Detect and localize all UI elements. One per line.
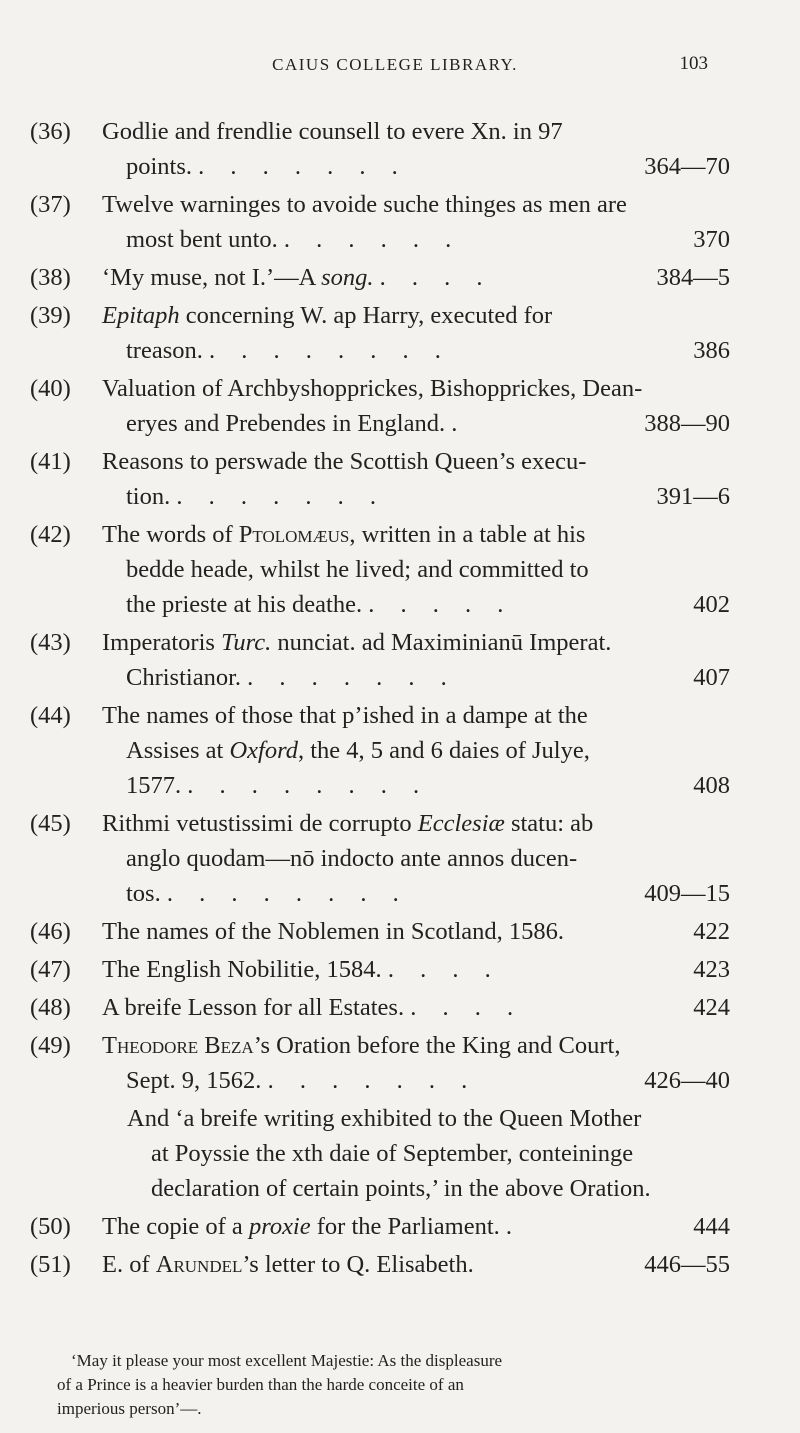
leader-dots: . . . . (379, 264, 493, 291)
catalogue-entry (0, 1247, 800, 1282)
leader-dots: . . . . . (368, 591, 514, 618)
entry-reference: 402 (693, 591, 730, 618)
catalogue-entry (0, 298, 800, 368)
entry-title: The names of those that p’ished in a dampe at the (102, 702, 588, 729)
entry-title: ’s letter to Q. Elisabeth. (242, 1251, 474, 1278)
entry-number: (47) (30, 956, 71, 983)
entry-title-cont: Sept. 9, 1562. (126, 1067, 262, 1094)
catalogue-entry (0, 625, 800, 695)
entry-title-cont: most bent unto. (126, 226, 278, 253)
entry-title: ’s Oration before the King and Court, (253, 1032, 621, 1059)
entry-reference: 364—70 (644, 153, 730, 180)
entry-title: Reasons to perswade the Scottish Queen’s execu- (102, 448, 587, 475)
entry-title-cont: Christianor. (126, 664, 242, 691)
catalogue-entries (0, 114, 800, 1285)
entry-reference: 422 (693, 918, 730, 945)
leader-dots: . . . . (410, 994, 524, 1021)
entry-reference: 384—5 (656, 264, 730, 291)
entry-title-italic: proxie (248, 1213, 311, 1240)
entry-number: (49) (30, 1032, 71, 1059)
catalogue-entry (0, 914, 800, 949)
entry-reference: 370 (693, 226, 730, 253)
catalogue-entry-note (0, 1101, 800, 1206)
entry-number: (48) (30, 994, 71, 1021)
entry-title-cont: tos. (126, 880, 161, 907)
catalogue-entry (0, 114, 800, 184)
entry-number: (43) (30, 629, 71, 656)
entry-number: (45) (30, 810, 71, 837)
entry-reference: 409—15 (644, 880, 730, 907)
leader-dots: . . . . . . . . (209, 337, 451, 364)
entry-number: (36) (30, 118, 71, 145)
entry-title: The copie of a (102, 1213, 249, 1240)
entry-reference: 391—6 (656, 483, 730, 510)
catalogue-entry (0, 260, 800, 295)
catalogue-entry (0, 952, 800, 987)
catalogue-entry (0, 1028, 800, 1098)
leader-dots: . . . . . . . . (166, 880, 409, 907)
footnote (57, 1349, 747, 1421)
catalogue-entry (0, 806, 800, 911)
entry-title-italic: song. (321, 264, 374, 291)
entry-title-cont: bedde heade, whilst he lived; and committed to (126, 556, 589, 583)
entry-title: for the Parliament. (310, 1213, 500, 1240)
entry-title: The names of the Noblemen in Scotland, 1586. (102, 918, 564, 945)
entry-title-italic: Ecclesiæ (417, 810, 505, 837)
entry-title-cont: Assises at (126, 737, 230, 764)
leader-dots: . . . . . . . . (187, 772, 430, 799)
leader-dots: . . . . (387, 956, 501, 983)
entry-title: Imperatoris (102, 629, 222, 656)
entry-reference: 424 (693, 994, 730, 1021)
footnote-line: of a Prince is a heavier burden than the harde conceite of an (57, 1375, 464, 1394)
entry-reference: 444 (693, 1213, 730, 1240)
entry-title-smallcaps: Theodore Beza (102, 1032, 254, 1059)
entry-number: (39) (30, 302, 71, 329)
footnote-line: imperious person’—. (57, 1399, 202, 1418)
page-number: 103 (679, 53, 708, 74)
catalogue-entry (0, 1209, 800, 1244)
entry-title: , written in a table at his (349, 521, 586, 548)
catalogue-entry (0, 371, 800, 441)
catalogue-entry (0, 187, 800, 257)
entry-title-italic: Oxford (229, 737, 298, 764)
leader-dots: . . . . . . . (198, 153, 408, 180)
entry-title: The English Nobilitie, 1584. (102, 956, 382, 983)
entry-title: A breife Lesson for all Estates. (102, 994, 405, 1021)
entry-number: (51) (30, 1251, 71, 1278)
entry-title: And ‘a breife writing exhibited to the Queen Mother (127, 1105, 642, 1132)
catalogue-entry (0, 517, 800, 622)
entry-reference: 407 (693, 664, 730, 691)
catalogue-entry (0, 698, 800, 803)
leader-dots: . . . . . . . (267, 1067, 478, 1094)
leader-dots: . . . . . . . (176, 483, 386, 510)
entry-title-cont: 1577. (126, 772, 182, 799)
entry-title-cont: at Poyssie the xth daie of September, conteininge (151, 1140, 634, 1167)
entry-title: Twelve warninges to avoide suche thinges as men are (102, 191, 627, 218)
entry-title: concerning W. ap Harry, executed for (179, 302, 553, 329)
entry-title-smallcaps: Arundel (155, 1251, 243, 1278)
catalogue-entry (0, 990, 800, 1025)
entry-title-cont: treason. (126, 337, 203, 364)
entry-number: (40) (30, 375, 71, 402)
entry-title-cont: , the 4, 5 and 6 daies of Julye, (297, 737, 590, 764)
footnote-line: ‘May it please your most excellent Majestie: As the displeasure (71, 1351, 503, 1370)
entry-title: E. of (102, 1251, 156, 1278)
entry-title-smallcaps: Ptolomæus (238, 521, 350, 548)
entry-title: statu: ab (504, 810, 594, 837)
entry-title: Rithmi vetustissimi de corrupto (102, 810, 418, 837)
entry-number: (46) (30, 918, 71, 945)
entry-title: Valuation of Archbyshopprickes, Bishopprickes, Dean- (102, 375, 643, 402)
running-head: CAIUS COLLEGE LIBRARY. (272, 55, 518, 74)
entry-title-cont: points. (126, 153, 193, 180)
entry-title: ‘My muse, not I.’—A (102, 264, 322, 291)
entry-number: (50) (30, 1213, 71, 1240)
entry-title: Godlie and frendlie counsell to evere Xn. in 97 (102, 118, 563, 145)
leader-dots: . (451, 410, 468, 437)
leader-dots: . (505, 1213, 523, 1240)
entry-reference: 426—40 (644, 1067, 730, 1094)
entry-reference: 388—90 (644, 410, 730, 437)
entry-number: (44) (30, 702, 71, 729)
entry-title-cont: the prieste at his deathe. (126, 591, 363, 618)
catalogue-entry (0, 444, 800, 514)
entry-number: (42) (30, 521, 71, 548)
entry-title-cont: eryes and Prebendes in England. (126, 410, 446, 437)
entry-title-cont: tion. (126, 483, 171, 510)
entry-reference: 408 (693, 772, 730, 799)
leader-dots: . . . . . . . (247, 664, 457, 691)
entry-reference: 423 (693, 956, 730, 983)
entry-title: nunciat. ad Maximinianū Imperat. (271, 629, 612, 656)
entry-reference: 386 (693, 337, 730, 364)
entry-number: (41) (30, 448, 71, 475)
entry-title-italic: Epitaph (102, 302, 180, 329)
entry-title: The words of (102, 521, 239, 548)
entry-number: (37) (30, 191, 71, 218)
entry-title-italic: Turc. (221, 629, 272, 656)
entry-reference: 446—55 (644, 1251, 730, 1278)
leader-dots: . . . . . . (283, 226, 462, 253)
entry-number: (38) (30, 264, 71, 291)
entry-title-cont: anglo quodam—nō indocto ante annos ducen- (126, 845, 578, 872)
entry-title-cont: declaration of certain points,’ in the above Oration. (151, 1175, 651, 1202)
